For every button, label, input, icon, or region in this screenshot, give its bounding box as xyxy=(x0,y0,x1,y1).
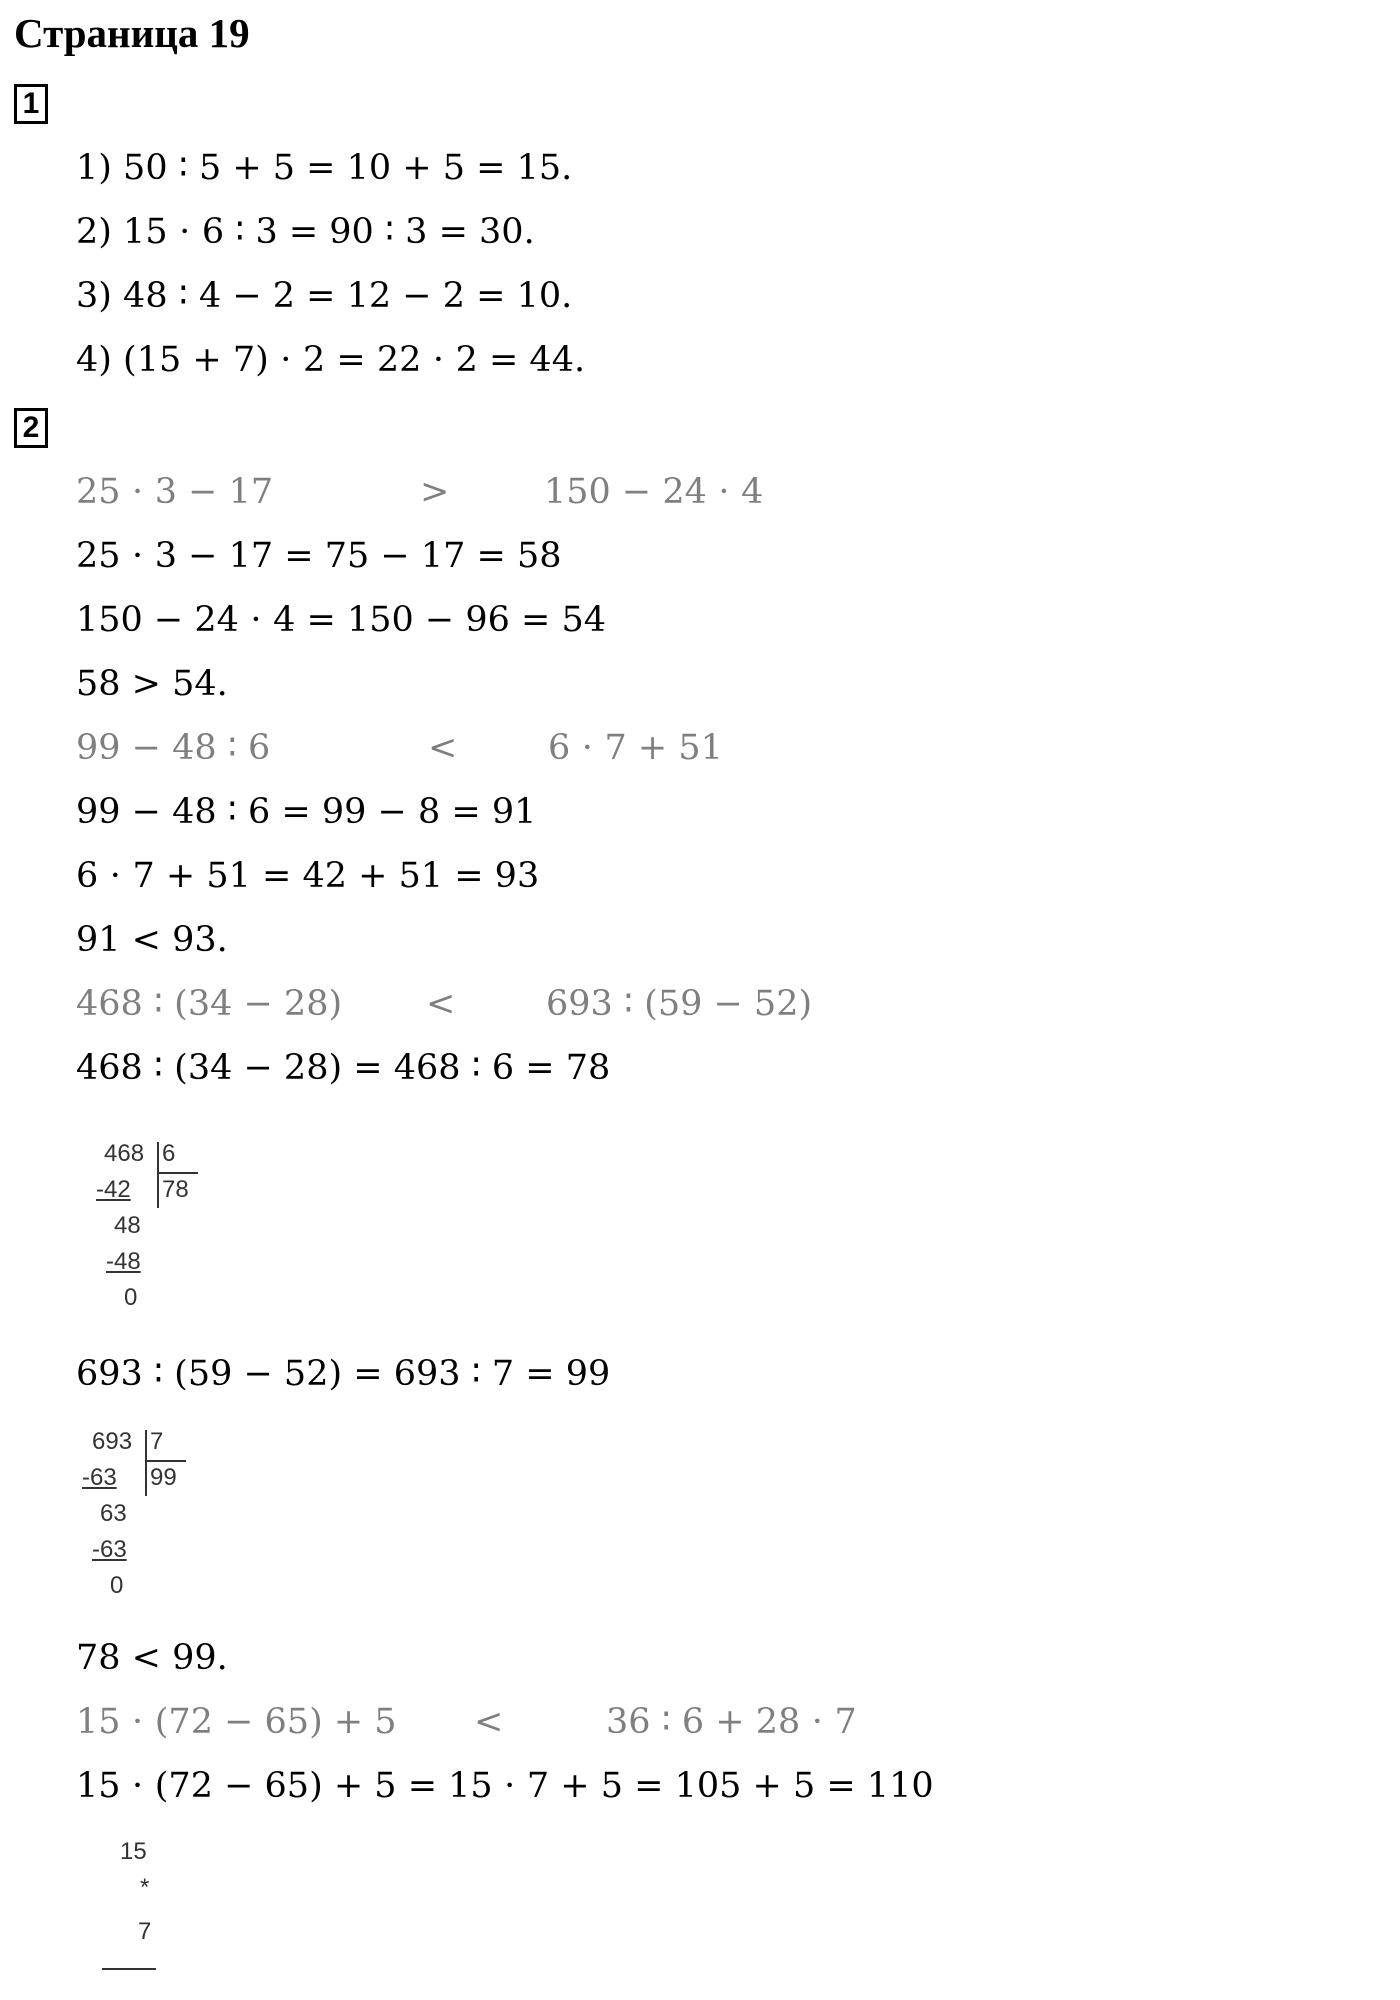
division-2-quotient: 99 xyxy=(150,1464,177,1491)
task-2-line-6: 91 < 93. xyxy=(76,920,228,960)
division-1-vertical-line xyxy=(157,1142,159,1208)
division-1-divisor: 6 xyxy=(162,1140,176,1167)
multiplication-bottom: 7 xyxy=(138,1918,152,1945)
task-1-line-4: 4) (15 + 7) ⋅ 2 = 22 ⋅ 2 = 44. xyxy=(76,340,586,380)
comparison-4-sign: < xyxy=(474,1702,504,1742)
division-2-vertical-line xyxy=(145,1430,147,1496)
division-1-dividend: 468 xyxy=(104,1140,145,1167)
division-2-divisor: 7 xyxy=(150,1428,164,1455)
task-1-line-1: 1) 50 ∶ 5 + 5 = 10 + 5 = 15. xyxy=(76,148,573,188)
comparison-4-left: 15 ⋅ (72 − 65) + 5 xyxy=(76,1702,397,1742)
comparison-2-sign: < xyxy=(428,728,458,768)
task-2-line-7: 468 ∶ (34 − 28) = 468 ∶ 6 = 78 xyxy=(76,1048,611,1088)
division-2-subtrahend-2: -63 xyxy=(92,1536,127,1563)
task-2-number: 2 xyxy=(14,408,48,448)
comparison-3-left: 468 ∶ (34 − 28) xyxy=(76,984,343,1024)
page-title: Страница 19 xyxy=(14,10,250,56)
comparison-1-left: 25 ⋅ 3 − 17 xyxy=(76,472,274,512)
division-2-horizontal-line xyxy=(146,1460,186,1462)
task-2-line-1: 25 ⋅ 3 − 17 = 75 − 17 = 58 xyxy=(76,536,562,576)
comparison-2-left: 99 − 48 ∶ 6 xyxy=(76,728,271,768)
task-1-line-2: 2) 15 ⋅ 6 ∶ 3 = 90 ∶ 3 = 30. xyxy=(76,212,535,252)
comparison-3-right: 693 ∶ (59 − 52) xyxy=(546,984,813,1024)
division-1-quotient: 78 xyxy=(162,1176,189,1203)
comparison-2-right: 6 ⋅ 7 + 51 xyxy=(548,728,723,768)
division-1-remainder-2: 0 xyxy=(124,1284,138,1311)
division-1-remainder-1: 48 xyxy=(114,1212,141,1239)
comparison-4-right: 36 ∶ 6 + 28 ⋅ 7 xyxy=(606,1702,857,1742)
task-2-line-3: 58 > 54. xyxy=(76,664,228,704)
task-1-line-3: 3) 48 ∶ 4 − 2 = 12 − 2 = 10. xyxy=(76,276,573,316)
task-2-line-9: 78 < 99. xyxy=(76,1638,228,1678)
comparison-1-right: 150 − 24 ⋅ 4 xyxy=(544,472,764,512)
division-1-horizontal-line xyxy=(158,1172,198,1174)
task-1-number: 1 xyxy=(14,84,48,124)
task-2-line-5: 6 ⋅ 7 + 51 = 42 + 51 = 93 xyxy=(76,856,540,896)
division-1-subtrahend-1: -42 xyxy=(96,1176,131,1203)
division-2-remainder-1: 63 xyxy=(100,1500,127,1527)
task-2-line-2: 150 − 24 ⋅ 4 = 150 − 96 = 54 xyxy=(76,600,607,640)
task-2-line-10: 15 ⋅ (72 − 65) + 5 = 15 ⋅ 7 + 5 = 105 + 5 = 110 xyxy=(76,1766,934,1806)
comparison-3-sign: < xyxy=(426,984,456,1024)
multiplication-line xyxy=(102,1968,156,1970)
task-2-line-4: 99 − 48 ∶ 6 = 99 − 8 = 91 xyxy=(76,792,537,832)
multiplication-top: 15 xyxy=(120,1838,147,1865)
division-2-dividend: 693 xyxy=(92,1428,133,1455)
comparison-1-sign: > xyxy=(420,472,450,512)
division-2-remainder-2: 0 xyxy=(110,1572,124,1599)
division-1-subtrahend-2: -48 xyxy=(106,1248,141,1275)
multiplication-operator: * xyxy=(140,1874,150,1901)
division-2-subtrahend-1: -63 xyxy=(82,1464,117,1491)
task-2-line-8: 693 ∶ (59 − 52) = 693 ∶ 7 = 99 xyxy=(76,1354,611,1394)
